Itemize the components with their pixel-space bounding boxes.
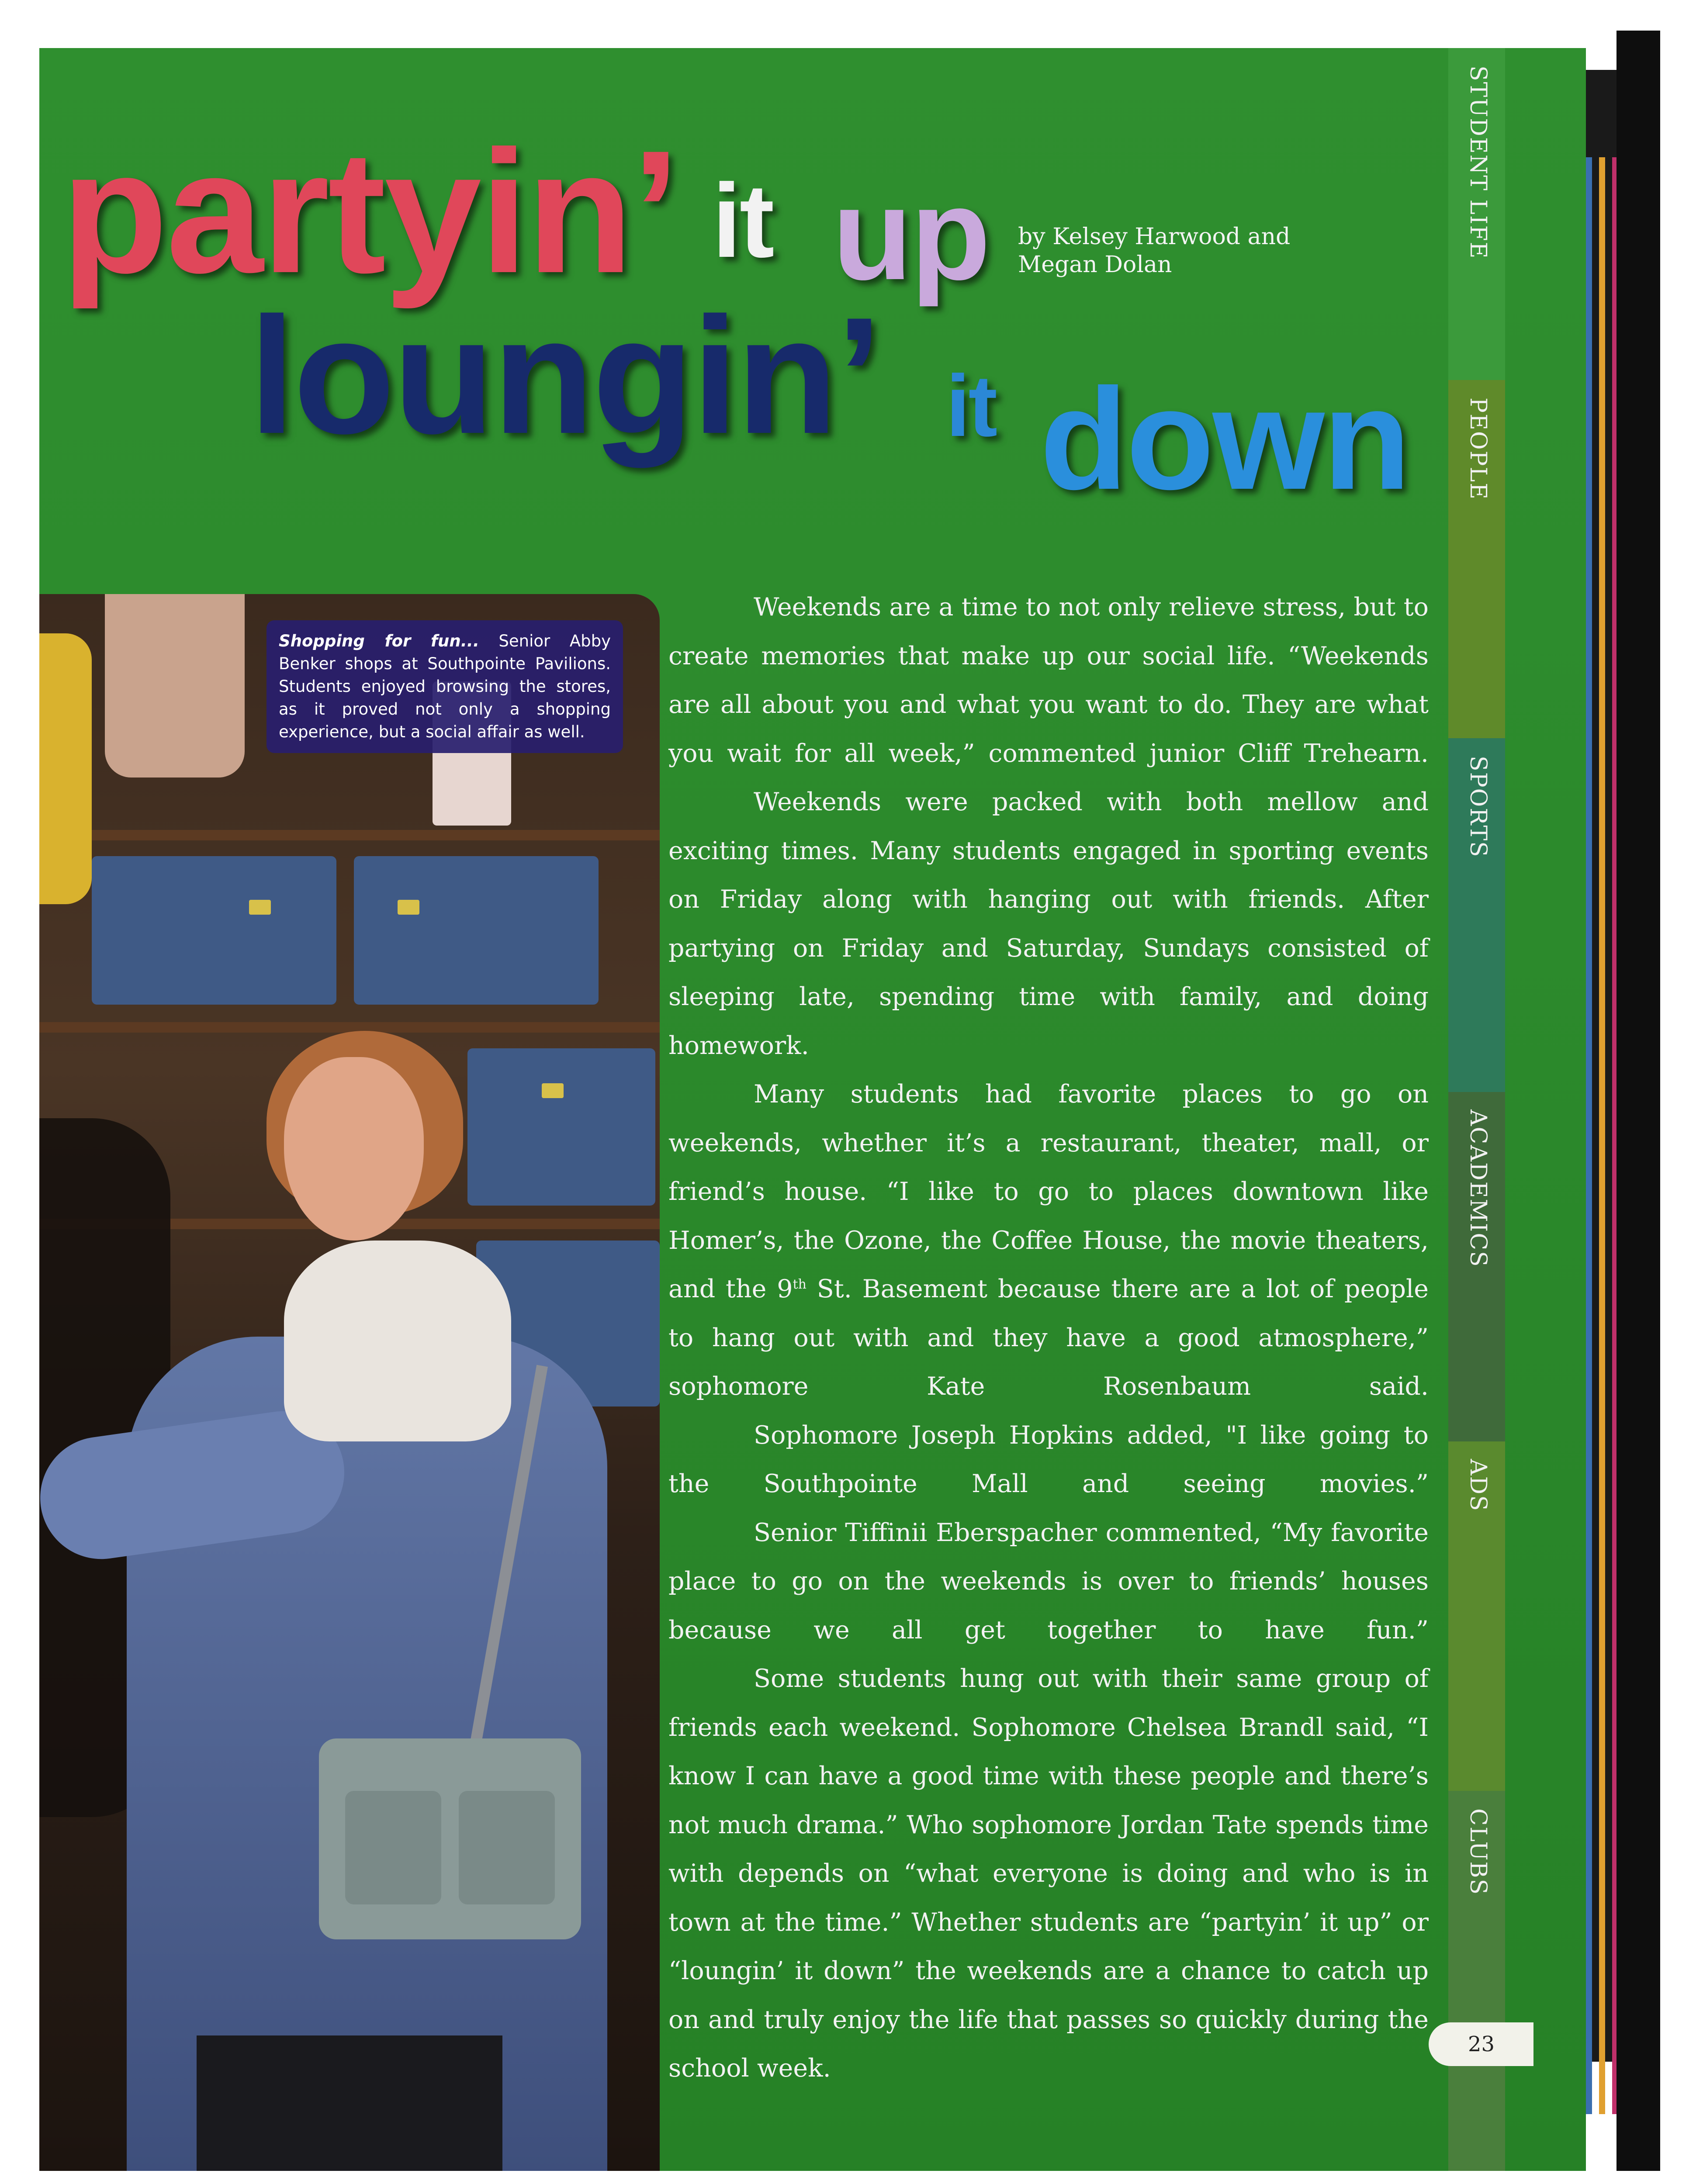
- article-paragraph: [668, 1070, 1429, 1411]
- article-paragraph: Weekends were packed with both mellow and exciting times. Many students engaged in sporting events on Friday along with hanging out with friends. After partying on Friday and Saturday, Sundays consisted of sleeping late, spending time with family, and doing homework.: [668, 788, 1429, 1060]
- jeans-stack: [467, 1048, 655, 1206]
- title-loungin: loungin’: [249, 283, 881, 468]
- girl-purse: [319, 1738, 581, 1939]
- tab-label: PEOPLE: [1465, 397, 1491, 501]
- article-paragraph: Sophomore Joseph Hopkins added, "I like going to the Southpointe Mall and seeing movies.”: [668, 1420, 1429, 1498]
- article-text: St. Basement because there are a lot of people to hang out with and they have a good atmosphere,” sophomore Kate Rosenbaum said.: [668, 1275, 1429, 1401]
- jeans-stack: [354, 856, 599, 1005]
- jeans-stack: [92, 856, 336, 1005]
- article-paragraph: Senior Tiffinii Eberspacher commented, “My favorite place to go on the weekends is over to friends’ houses because we all get together to have fun.”: [668, 1518, 1429, 1645]
- tab-label: ADS: [1465, 1459, 1491, 1512]
- tab-sports[interactable]: [1448, 738, 1505, 1092]
- tab-label: SPORTS: [1465, 756, 1491, 858]
- page-number: 23: [1429, 2022, 1533, 2066]
- article-text: Many students had favorite places to go on weekends, whether it’s a restaurant, theater, mall, or friend’s house. “I like to go to places downtown like Homer’s, the Ozone, the Coffee House, the movie theaters, and the 9: [668, 1080, 1429, 1303]
- shopping-photo: [39, 594, 660, 2171]
- shelf: [39, 1022, 660, 1033]
- purse-pocket: [345, 1791, 441, 1904]
- title-it-2: it: [946, 357, 996, 455]
- girl-pants: [197, 2035, 502, 2171]
- tab-ads[interactable]: [1448, 1441, 1505, 1791]
- price-tag: [542, 1083, 564, 1098]
- price-tag: [398, 900, 419, 915]
- tab-clubs[interactable]: [1448, 1791, 1505, 2171]
- title-it-1: it: [712, 162, 773, 279]
- caption-text: Senior Abby Benker shops at Southpointe Pavilions. Students enjoyed browsing the stores, as it proved not only a shopping experience, but a social affair as well.: [279, 632, 611, 741]
- scanner-shadow: [1616, 31, 1660, 2171]
- girl-face: [284, 1057, 424, 1241]
- edge-stripe: [1599, 157, 1605, 2114]
- superscript-th: th: [793, 1277, 807, 1292]
- tab-academics[interactable]: [1448, 1092, 1505, 1441]
- girl-white-hood: [284, 1241, 511, 1441]
- shelf: [39, 830, 660, 840]
- section-tabs: [1448, 48, 1505, 2171]
- byline: by Kelsey Harwood and Megan Dolan: [1018, 224, 1291, 278]
- edge-stripe: [1586, 157, 1592, 2114]
- yearbook-page: [39, 48, 1586, 2171]
- photo-caption: [267, 620, 623, 753]
- caption-lead: Shopping for fun...: [279, 632, 479, 650]
- tab-student-life[interactable]: [1448, 48, 1505, 380]
- article-paragraph: Some students hung out with their same group of friends each weekend. Sophomore Chelsea Brandl said, “I know I can have a good time with these people and there’s not much drama.” Who sophomore Jordan Tate spends time with depends on “what everyone is doing and who is in town at the time.” Whether students are “partyin’ it up” or “loungin’ it down” the weekends are a chance to catch up on and truly enjoy the life that passes so quickly during the school week.: [668, 1664, 1429, 2083]
- article-paragraph: Weekends are a time to not only relieve stress, but to create memories that make up our social life. “Weekends are all about you and what you want to do. They are what you wait for all week,” commented junior Cliff Trehearn.: [668, 593, 1429, 768]
- tab-label: STUDENT LIFE: [1465, 66, 1491, 259]
- purse-pocket: [459, 1791, 555, 1904]
- price-tag: [249, 900, 271, 915]
- article-body: [668, 583, 1429, 2093]
- title-partyin: partyin’: [61, 114, 678, 309]
- title-up: up: [832, 160, 989, 307]
- tab-label: ACADEMICS: [1465, 1109, 1491, 1268]
- hanging-yellow-jacket: [39, 633, 92, 904]
- title-down: down: [1040, 358, 1409, 519]
- tab-people[interactable]: [1448, 380, 1505, 738]
- hanging-shirt: [105, 594, 245, 778]
- tab-label: CLUBS: [1465, 1808, 1491, 1896]
